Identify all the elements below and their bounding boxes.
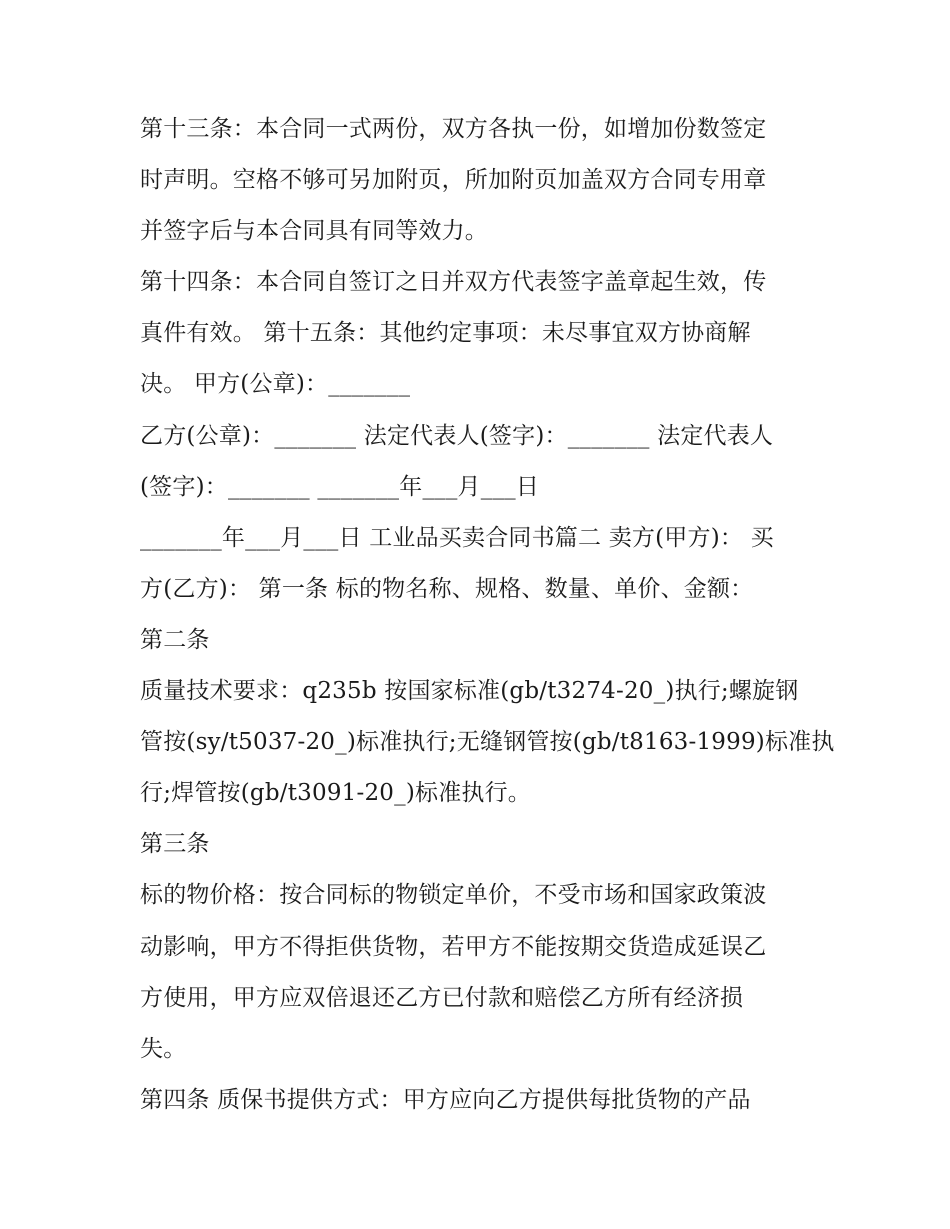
section-heading: 第三条	[140, 831, 210, 858]
text-line: 第四条 质保书提供方式：甲方应向乙方提供每批货物的产品	[140, 1086, 751, 1113]
text-line: 失。	[140, 1035, 187, 1062]
text-line: 质量技术要求：q235b 按国家标准(gb/t3274-20_)执行;螺旋钢	[140, 678, 799, 705]
text-line: 并签字后与本合同具有同等效力。	[140, 218, 488, 245]
section-heading: 第二条	[140, 626, 210, 653]
text-line: 标的物价格：按合同标的物锁定单价，不受市场和国家政策波	[140, 882, 767, 909]
text-line: 时声明。空格不够可另加附页，所加附页加盖双方合同专用章	[140, 167, 767, 194]
text-line: 第十四条：本合同自签订之日并双方代表签字盖章起生效，传	[140, 269, 767, 296]
document-body	[140, 104, 835, 1126]
text-line: 动影响，甲方不得拒供货物，若甲方不能按期交货造成延误乙	[140, 933, 767, 960]
text-line: 决。 甲方(公章)：_______	[140, 371, 411, 398]
text-line: _______年___月___日 工业品买卖合同书篇二 卖方(甲方)： 买	[140, 524, 774, 551]
text-line: 第十三条：本合同一式两份，双方各执一份，如增加份数签定	[140, 116, 767, 142]
text-line: 乙方(公章)：_______ 法定代表人(签字)：_______ 法定代表人	[140, 422, 774, 449]
text-line: 方(乙方)： 第一条 标的物名称、规格、数量、单价、金额：	[140, 575, 754, 602]
text-line: 真件有效。 第十五条：其他约定事项：未尽事宜双方协商解	[140, 320, 751, 347]
text-line: 行;焊管按(gb/t3091-20_)标准执行。	[140, 780, 532, 807]
text-line: 管按(sy/t5037-20_)标准执行;无缝钢管按(gb/t8163-1999)标准执	[140, 729, 835, 756]
text-line: (签字)：_______ _______年___月___日	[140, 473, 540, 500]
text-line: 方使用，甲方应双倍退还乙方已付款和赔偿乙方所有经济损	[140, 984, 744, 1011]
